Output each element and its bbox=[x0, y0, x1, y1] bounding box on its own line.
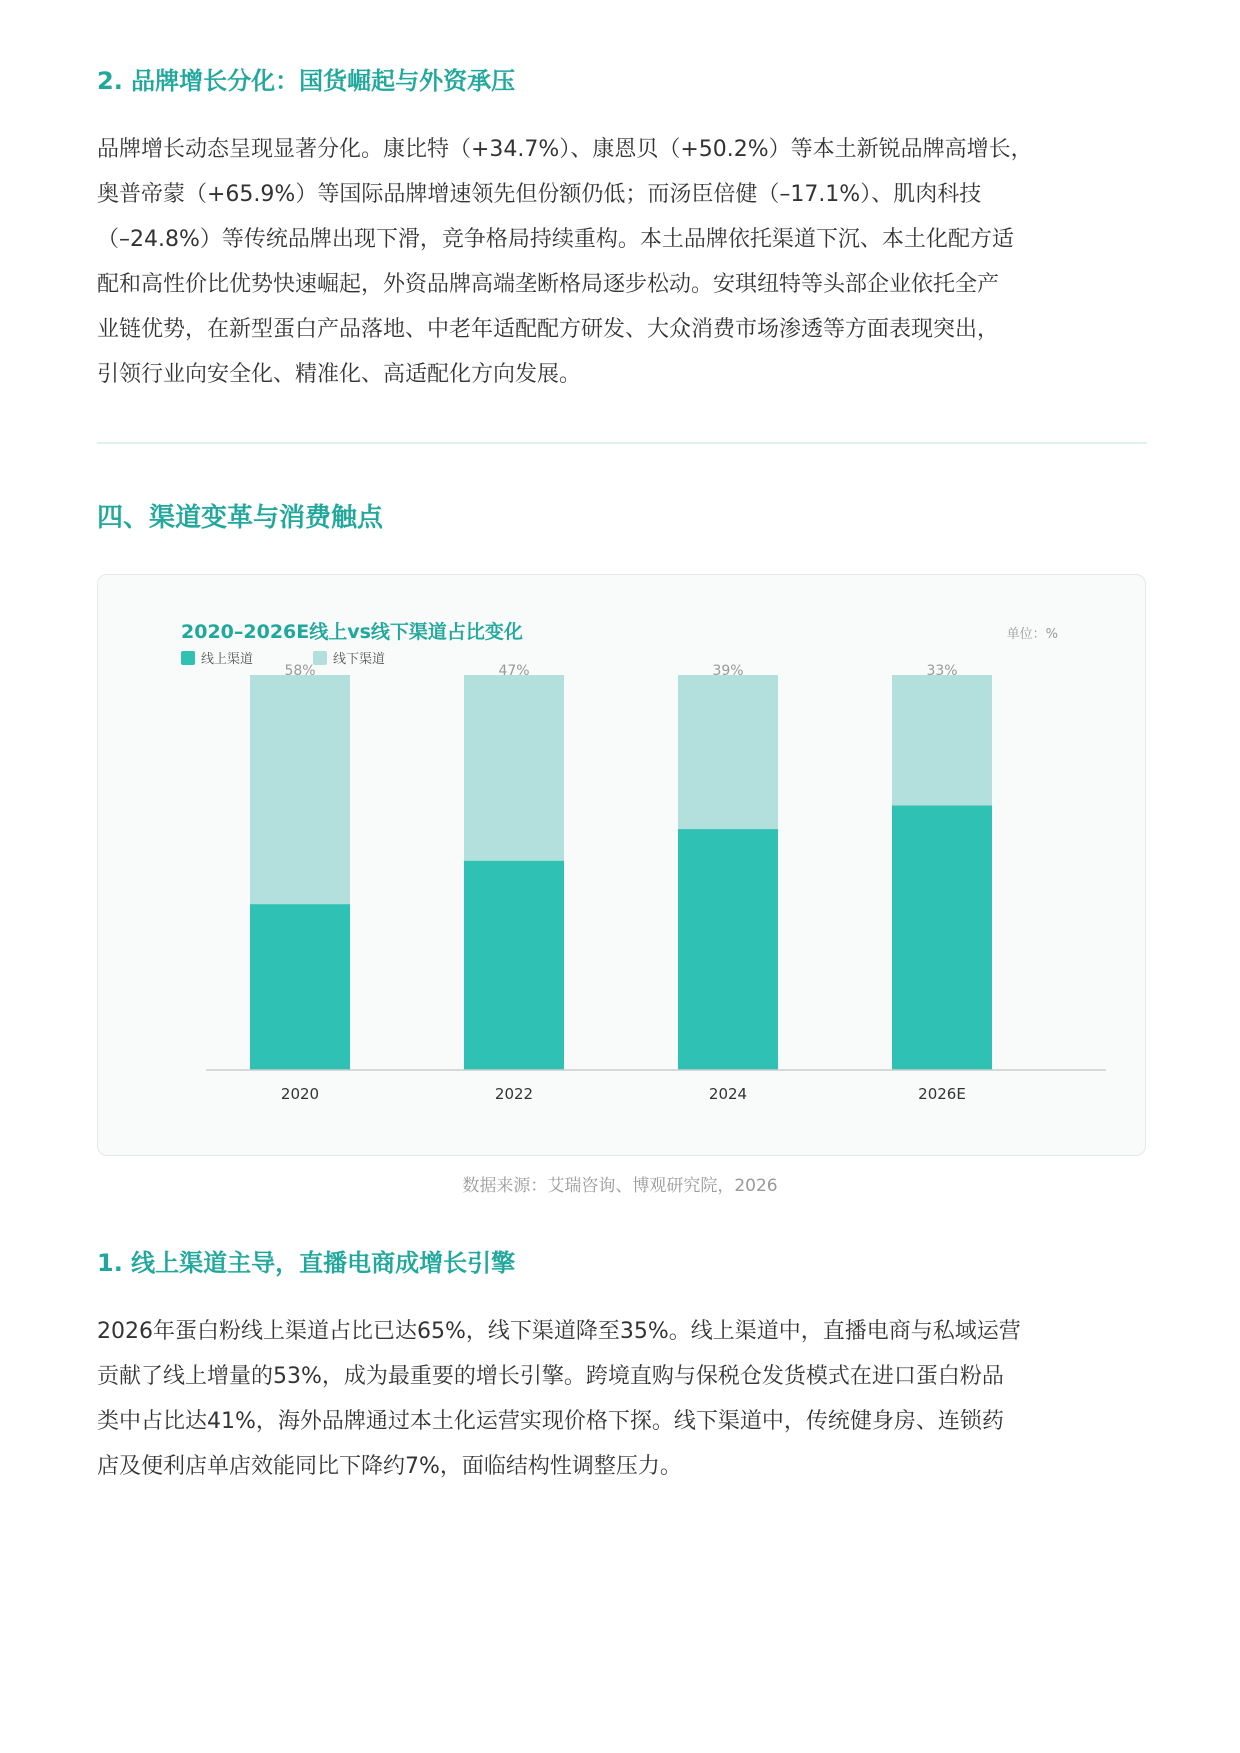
bar-segment bbox=[678, 829, 778, 1070]
x-tick-label: 2022 bbox=[494, 1085, 534, 1103]
chart-unit-label: 单位：% bbox=[1006, 627, 1058, 642]
paragraph-line: 奥普帝蒙（+65.9%）等国际品牌增速领先但份额仍低；而汤臣倍健（–17.1%）、肌肉科技 bbox=[97, 182, 982, 207]
bar-segment bbox=[250, 904, 350, 1070]
brand-growth-paragraph bbox=[97, 127, 1147, 397]
paragraph-line: 引领行业向安全化、精准化、高适配化方向发展。 bbox=[97, 362, 582, 387]
paragraph-line: （–24.8%）等传统品牌出现下滑，竞争格局持续重构。本土品牌依托渠道下沉、本土化配方适 bbox=[97, 227, 1014, 252]
bar-value-label: 58% bbox=[284, 663, 316, 679]
chart-source-note: 数据来源：艾瑞咨询、博观研究院，2026 bbox=[462, 1176, 778, 1196]
section-heading-channel-change: 四、渠道变革与消费触点 bbox=[97, 503, 384, 533]
chart-bars bbox=[250, 675, 992, 1070]
paragraph-line: 店及便利店单店效能同比下降约7%，面临结构性调整压力。 bbox=[97, 1454, 682, 1479]
section-divider bbox=[97, 442, 1147, 444]
chart-legend bbox=[181, 651, 385, 667]
paragraph-line: 业链优势，在新型蛋白产品落地、中老年适配配方研发、大众消费市场渗透等方面表现突出， bbox=[97, 317, 1000, 342]
chart-card bbox=[97, 574, 1146, 1156]
paragraph-line: 品牌增长动态呈现显著分化。康比特（+34.7%）、康恩贝（+50.2%）等本土新锐品牌高增长， bbox=[97, 137, 1033, 162]
x-tick-label: 2024 bbox=[708, 1085, 748, 1103]
paragraph-line: 2026年蛋白粉线上渠道占比已达65%，线下渠道降至35%。线上渠道中，直播电商与私域运营 bbox=[97, 1319, 1021, 1344]
bar-value-label: 47% bbox=[498, 663, 530, 679]
bar-value-label: 39% bbox=[712, 663, 744, 679]
x-tick-label: 2026E bbox=[918, 1085, 966, 1103]
legend-swatch bbox=[181, 651, 195, 665]
legend-label: 线下渠道 bbox=[333, 652, 386, 667]
section-heading-brand-growth: 2. 品牌增长分化：国货崛起与外资承压 bbox=[97, 67, 516, 95]
bar-segment bbox=[464, 675, 564, 861]
legend-label: 线上渠道 bbox=[201, 652, 254, 667]
online-channel-paragraph bbox=[97, 1309, 1147, 1489]
x-axis-labels bbox=[281, 1085, 966, 1103]
subsection-heading-online-channel: 1. 线上渠道主导，直播电商成增长引擎 bbox=[97, 1249, 516, 1277]
bar-segment bbox=[892, 805, 992, 1070]
bar-segment bbox=[678, 675, 778, 829]
paragraph-line: 贡献了线上增量的53%，成为最重要的增长引擎。跨境直购与保税仓发货模式在进口蛋白粉品 bbox=[97, 1364, 1004, 1389]
x-tick-label: 2020 bbox=[280, 1085, 320, 1103]
bar-segment bbox=[464, 861, 564, 1070]
bar-value-label: 33% bbox=[926, 663, 958, 679]
bar-top-labels bbox=[284, 663, 957, 679]
bar-segment bbox=[250, 675, 350, 904]
stacked-bar-chart bbox=[98, 575, 1147, 1157]
paragraph-line: 配和高性价比优势快速崛起，外资品牌高端垄断格局逐步松动。安琪纽特等头部企业依托全产 bbox=[97, 272, 1000, 297]
chart-title: 2020–2026E线上vs线下渠道占比变化 bbox=[181, 621, 523, 643]
paragraph-line: 类中占比达41%，海外品牌通过本土化运营实现价格下探。线下渠道中，传统健身房、连锁药 bbox=[97, 1409, 1004, 1434]
bar-segment bbox=[892, 675, 992, 805]
